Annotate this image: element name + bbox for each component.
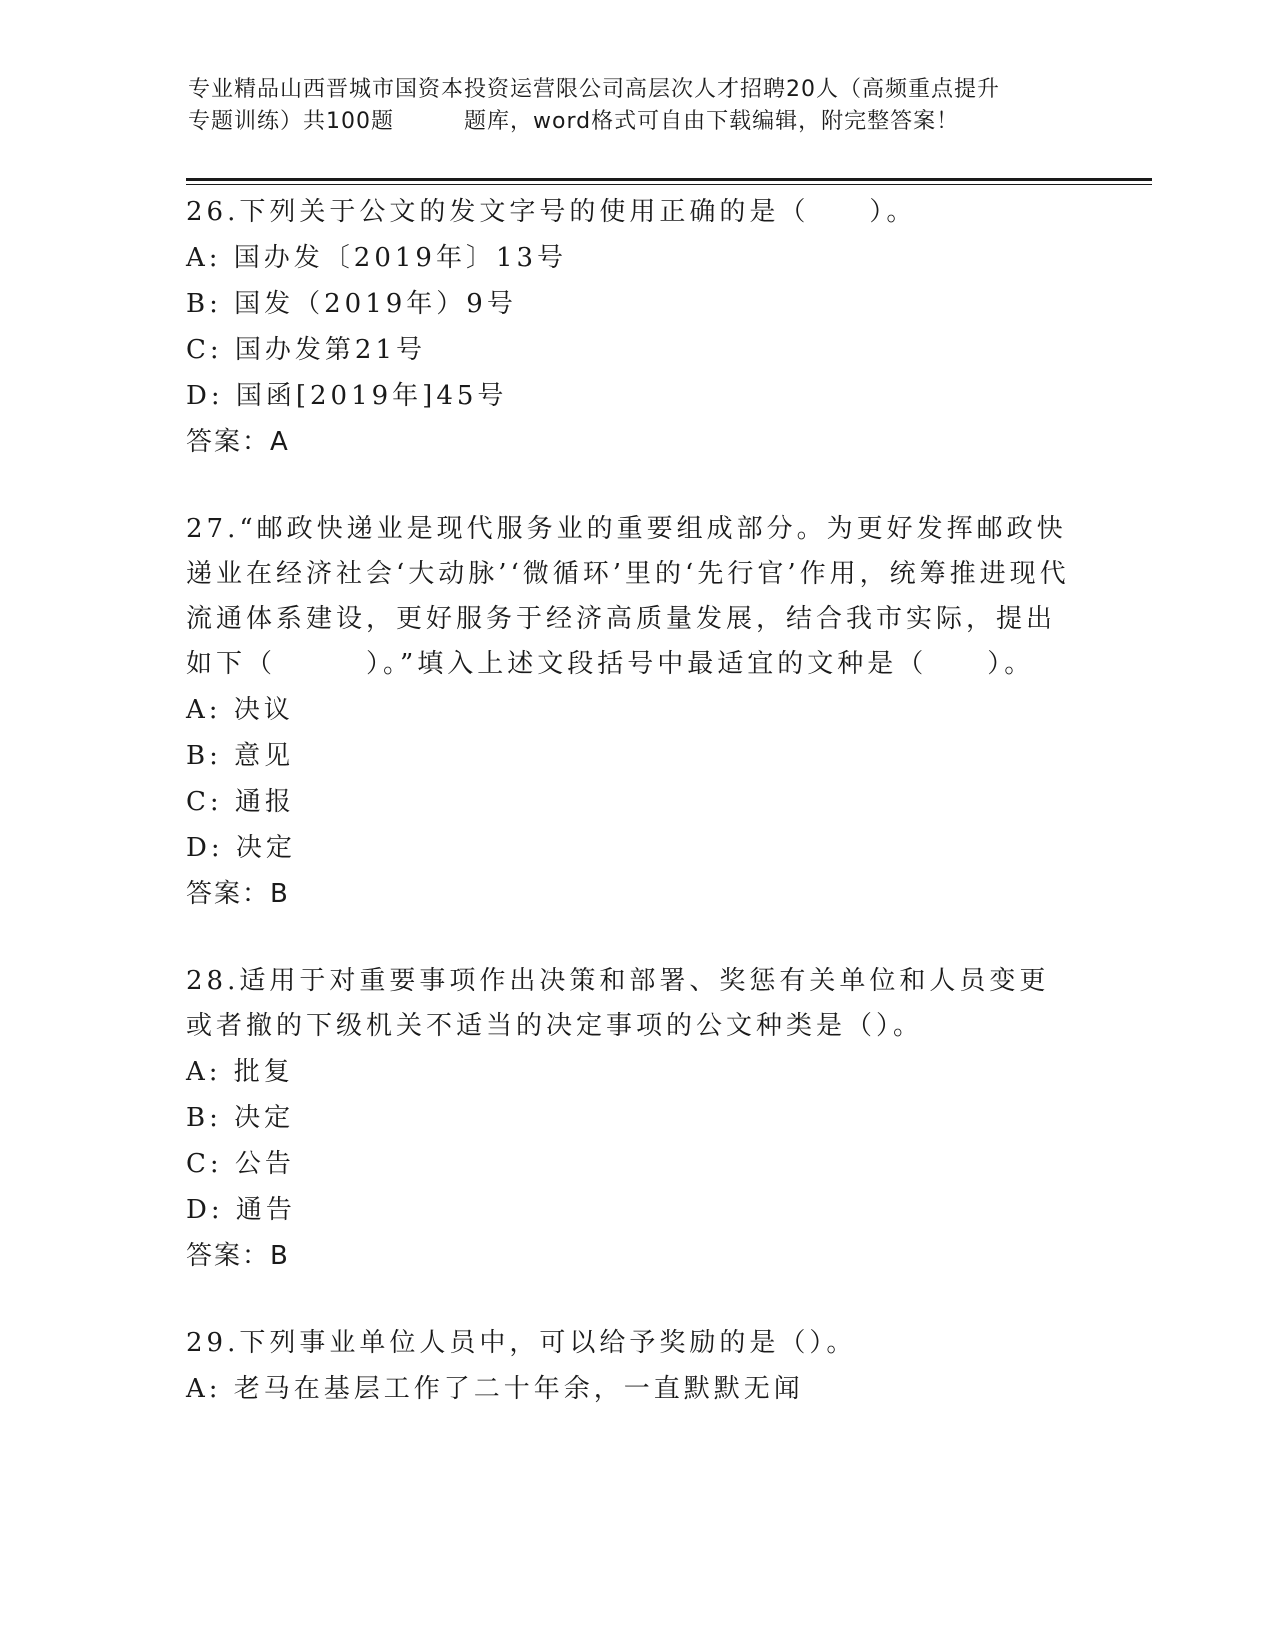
answer-label: 答案：B bbox=[186, 1241, 290, 1271]
question-26 bbox=[186, 190, 1086, 465]
header-divider-thin bbox=[186, 184, 1152, 185]
option-a: A: 批复 bbox=[186, 1057, 294, 1087]
option-a: A: 老马在基层工作了二十年余，一直默默无闻 bbox=[186, 1374, 804, 1404]
question-28 bbox=[186, 959, 1086, 1279]
question-stem: 28.适用于对重要事项作出决策和部署、奖惩有关单位和人员变更或者撤的下级机关不适当的决定事项的公文种类是（）。 bbox=[186, 966, 1050, 1041]
header-line-2-left: 专题训练）共100题 bbox=[188, 109, 394, 134]
option-a: A: 决议 bbox=[186, 695, 294, 725]
header-line-2 bbox=[188, 106, 1088, 138]
header-divider-thick bbox=[186, 178, 1152, 181]
option-b: B: 意见 bbox=[186, 741, 295, 771]
option-b: B: 国发（2019年）9号 bbox=[186, 289, 517, 319]
option-c: C: 国办发第21号 bbox=[186, 335, 427, 365]
question-stem: 26.下列关于公文的发文字号的使用正确的是（ ）。 bbox=[186, 197, 917, 227]
header-line-1: 专业精品山西晋城市国资本投资运营限公司高层次人才招聘20人（高频重点提升 bbox=[188, 77, 1000, 102]
option-b: B: 决定 bbox=[186, 1103, 295, 1133]
question-27 bbox=[186, 507, 1086, 917]
document-header bbox=[188, 74, 1088, 138]
header-line-2-right: 题库，word格式可自由下载编辑，附完整答案！ bbox=[464, 109, 960, 134]
question-list bbox=[186, 190, 1086, 1454]
option-d: D: 国函[2019年]45号 bbox=[186, 381, 508, 411]
option-a: A: 国办发〔2019年〕13号 bbox=[186, 243, 568, 273]
question-29 bbox=[186, 1321, 1086, 1412]
option-c: C: 通报 bbox=[186, 787, 295, 817]
question-stem: 29.下列事业单位人员中，可以给予奖励的是（）。 bbox=[186, 1328, 857, 1358]
option-d: D: 通告 bbox=[186, 1195, 296, 1225]
option-d: D: 决定 bbox=[186, 833, 296, 863]
question-stem: 27.“邮政快递业是现代服务业的重要组成部分。为更好发挥邮政快递业在经济社会‘大动脉’‘微循环’里的‘先行官’作用，统筹推进现代流通体系建设，更好服务于经济高质量发展，结合我市实际，提出如下（ ）。”填入上述文段括号中最适宜的文种是（ ）。 bbox=[186, 514, 1070, 679]
answer-label: 答案：A bbox=[186, 427, 290, 457]
answer-label: 答案：B bbox=[186, 879, 290, 909]
option-c: C: 公告 bbox=[186, 1149, 295, 1179]
